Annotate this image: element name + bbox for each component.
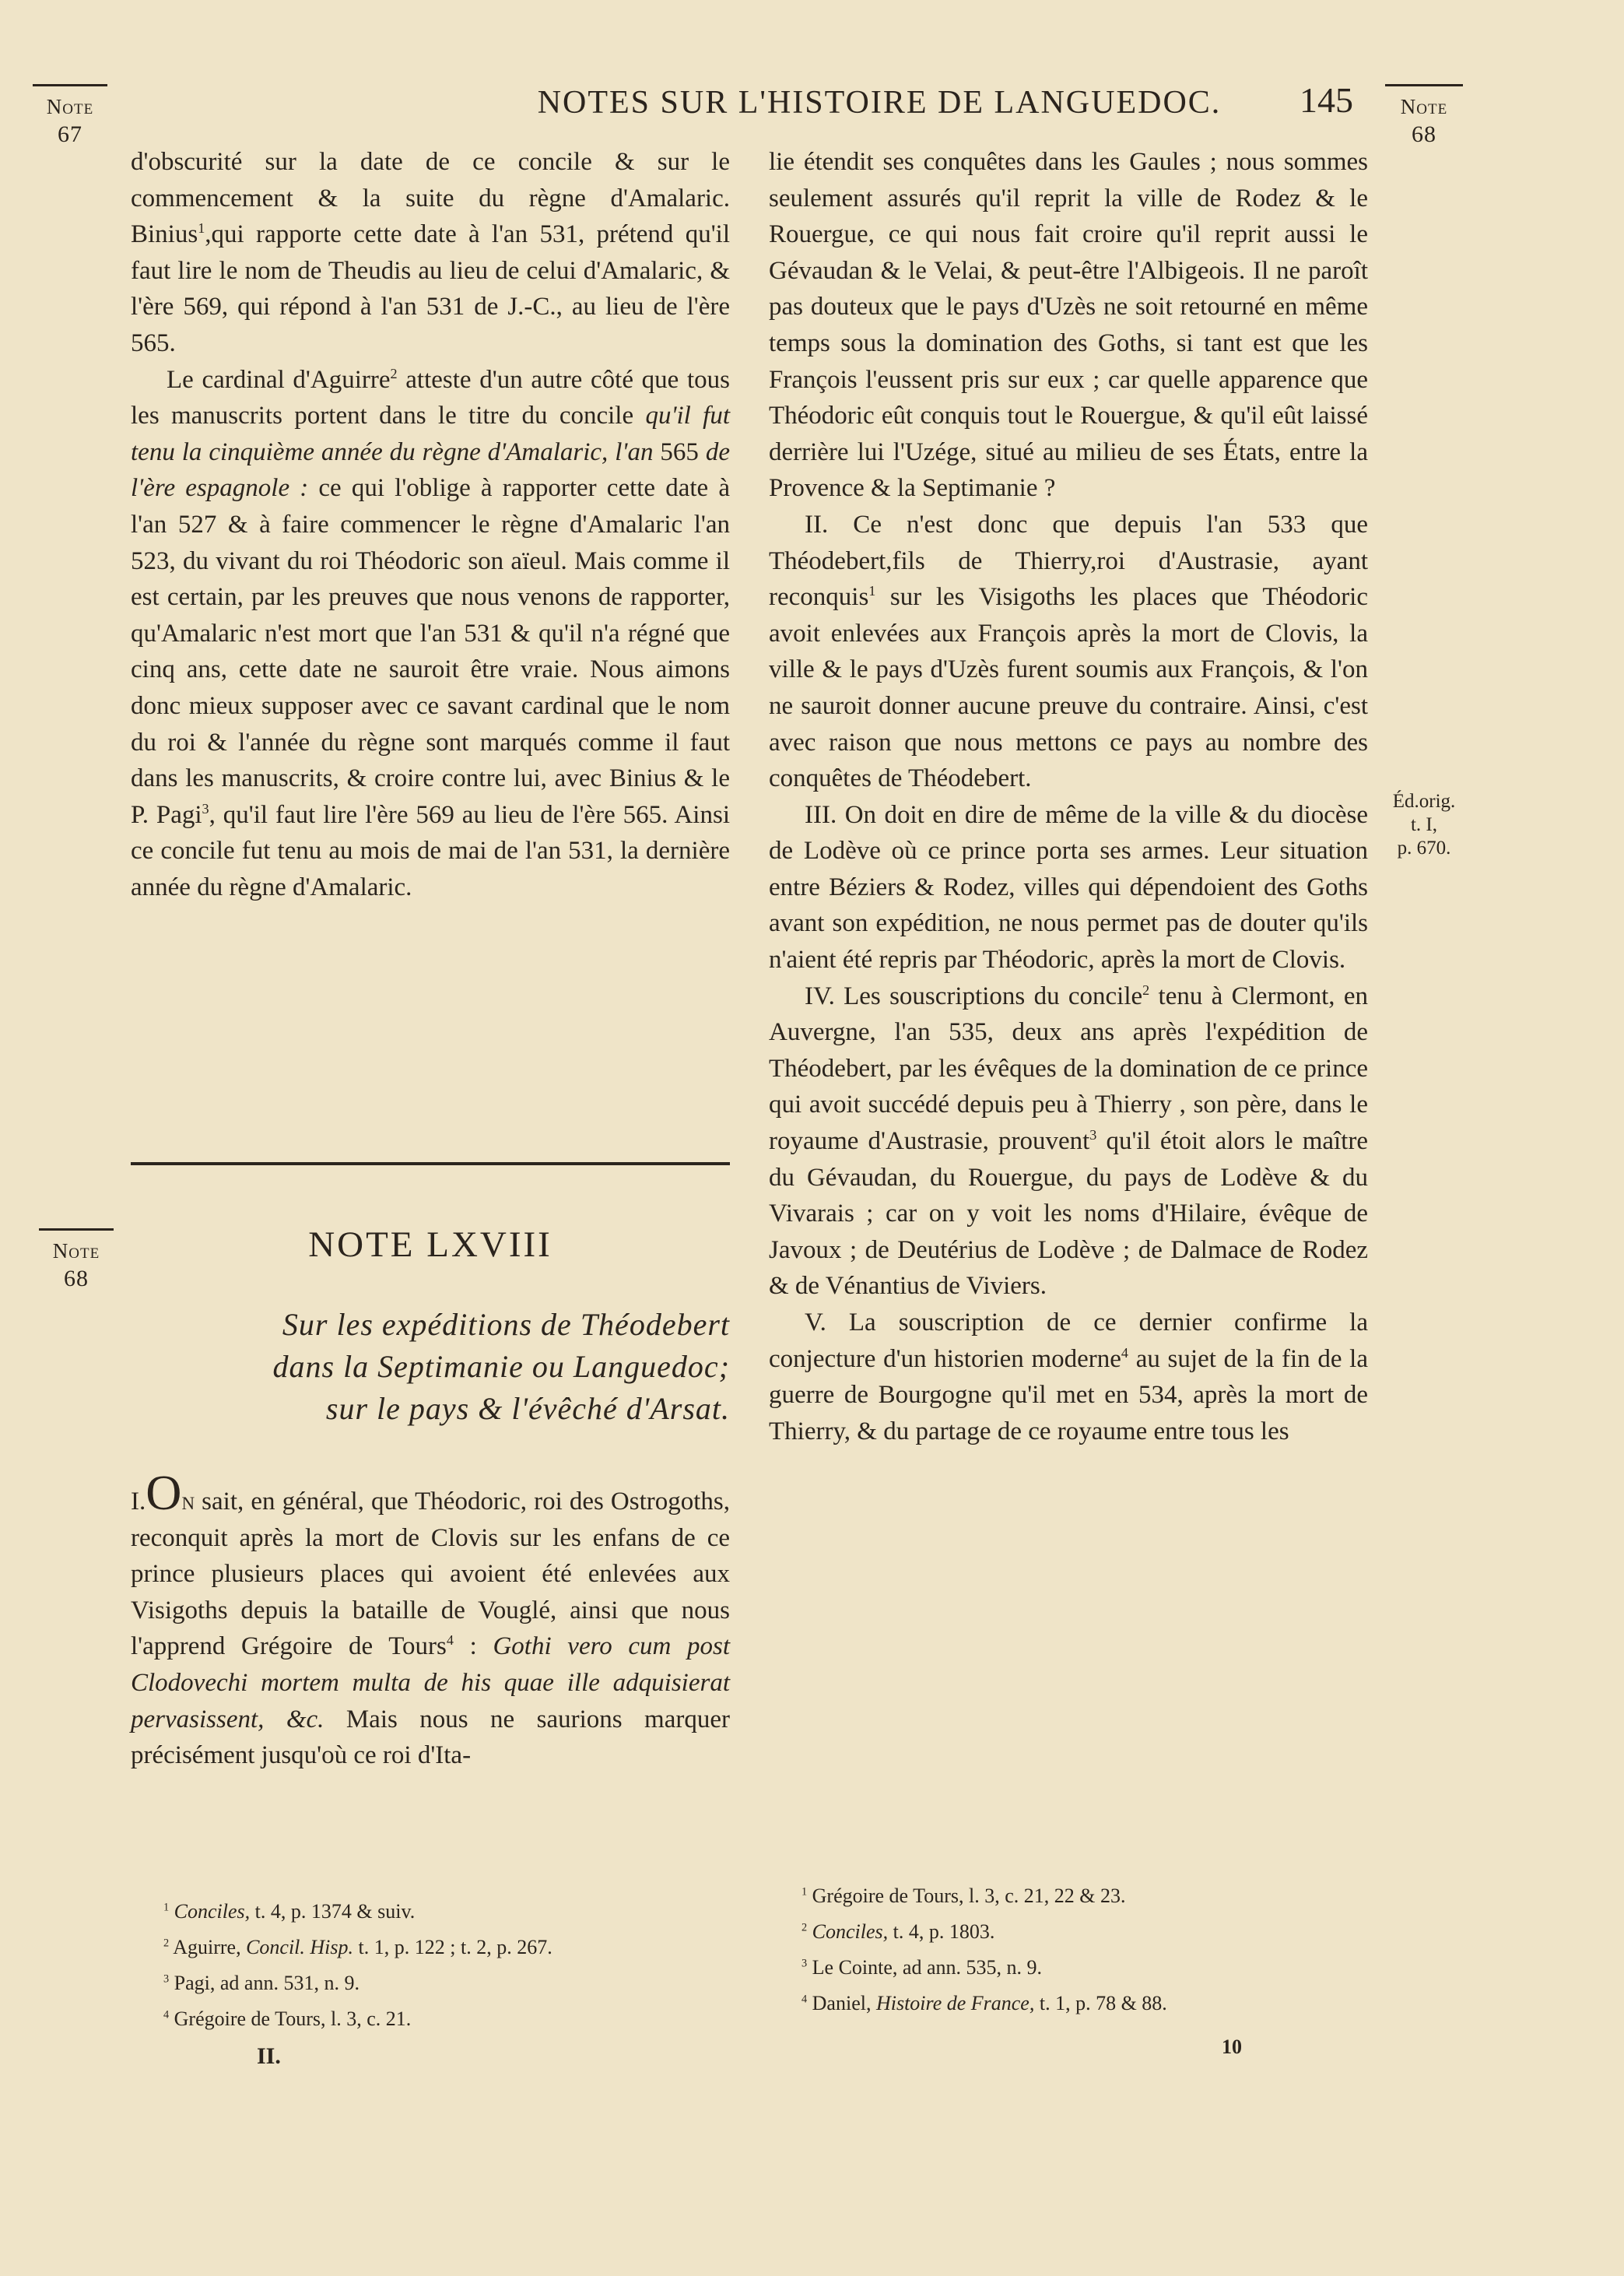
subtitle-line: dans la Septimanie ou Languedoc;	[272, 1349, 730, 1384]
page-number: 145	[1300, 80, 1353, 120]
volume-signature: II.	[257, 2043, 281, 2069]
note-subtitle	[131, 1304, 730, 1430]
margin-rule	[33, 84, 107, 86]
left-column-text	[131, 144, 730, 905]
ed-orig-page: p. 670.	[1397, 838, 1451, 859]
paragraph: II. Ce n'est donc que depuis l'an 533 que Théodebert,fils de Thierry,roi d'Austrasie, ayant reconquis$^1$ sur les Visigoths les places que Théodoric avoit enlevées aux François après la mort de Clovis, la ville & le pays d'Uzès furent soumis aux François, & l'on ne sauroit donner aucune preuve du contraire. Ainsi, c'est avec raison que nous mettons ce pays au nombre des conquêtes de Théodebert.	[769, 510, 1368, 793]
drop-cap: O	[146, 1465, 182, 1520]
paragraph: V. La souscription de ce dernier confirme la conjecture d'un historien moderne$^4$ au sujet de la fin de la guerre de Bourgogne qu'il met en 534, après la mort de Thierry, & du partage de ce royaume entre tous les	[769, 1308, 1368, 1445]
paragraph: I.On sait, en général, que Théodoric, roi des Ostrogoths, reconquit après la mort de Clovis sur les enfans de ce prince plusieurs places qui avoient été enlevées aux Visigoths depuis la bataille de Vouglé, ainsi que nous l'apprend Grégoire de Tours$^4$ : Gothi vero cum post Clodovechi mortem multa de his quae ille adquisierat pervasissent, &c. Mais nous ne saurions marquer précisément jusqu'où ce roi d'Ita-	[131, 1465, 731, 1770]
margin-note-number: 68	[1412, 121, 1436, 147]
footnotes-right	[801, 1878, 1377, 2021]
paragraph: IV. Les souscriptions du concile$^2$ tenu à Clermont, en Auvergne, l'an 535, deux ans après l'expédition de Théodebert, par les évêques de la domination de ce prince qui avoit succédé depuis peu à Thierry , son père, dans le royaume d'Austrasie, prouvent$^3$ qu'il étoit alors le maître du Gévaudan, du Rouergue, du pays de Lodève & du Vivarais ; car on y voit les noms d'Hilaire, évêque de Javoux ; de Deutérius de Lodève ; de Dalmace de Rodez & de Vénantius de Viviers.	[769, 982, 1369, 1301]
margin-note-label: Note	[52, 1239, 100, 1263]
paragraph: d'obscurité sur la date de ce concile & sur le commencement & la suite du règne d'Amalaric. Binius$^1$,qui rapporte cette date à l'an 531, prétend qu'il faut lire le nom de Theudis au lieu de celui d'Amalaric, & l'ère 569, qui répond à l'an 531 de J.-C., au lieu de l'ère 565.	[131, 148, 730, 357]
margin-note-number: 68	[64, 1266, 89, 1291]
margin-note-label: Note	[1400, 95, 1448, 118]
note-heading: NOTE LXVIII	[308, 1224, 552, 1265]
subtitle-line: Sur les expéditions de Théodebert	[282, 1307, 730, 1342]
sheet-number: 10	[1222, 2035, 1242, 2058]
subtitle-line: sur le pays & l'évêché d'Arsat.	[325, 1391, 730, 1426]
footnote: $^3$ Le Cointe, ad ann. 535, n. 9.	[801, 1956, 1042, 1979]
note-68-first-paragraph	[131, 1465, 731, 1774]
footnote: $^3$ Pagi, ad ann. 531, n. 9.	[163, 1972, 360, 1994]
footnote: $^1$ Grégoire de Tours, l. 3, c. 21, 22 & 23.	[801, 1884, 1126, 1907]
section-divider	[131, 1162, 730, 1165]
footnote: $^2$ Conciles, t. 4, p. 1803.	[801, 1920, 995, 1943]
paragraph: lie étendit ses conquêtes dans les Gaules ; nous sommes seulement assurés qu'il reprit la ville de Rodez & le Rouergue, ce qui nous fait croire qu'il reprit aussi le Gévaudan & le Velai, & peut-être l'Albigeois. Il ne paroît pas douteux que le pays d'Uzès ne soit retourné en même temps sous la domination des Goths, si tant est que les François l'eussent pris sur eux ; car quelle apparence que Théodoric eût conquis tout le Rouergue, & qu'il eût laissé derrière lui l'Uzége, situé au milieu de ses États, entre la Provence & la Septimanie ?	[769, 148, 1368, 503]
margin-note-label: Note	[46, 95, 94, 118]
footnote: $^4$ Grégoire de Tours, l. 3, c. 21.	[163, 2007, 412, 2030]
margin-rule	[39, 1228, 114, 1231]
margin-note-right-top	[1385, 84, 1463, 149]
running-title: NOTES SUR L'HISTOIRE DE LANGUEDOC.	[537, 85, 1222, 121]
ed-orig-label: Éd.orig.	[1392, 791, 1456, 812]
margin-rule	[1385, 84, 1463, 86]
margin-note-number: 67	[58, 121, 82, 147]
margin-note-left-section	[39, 1228, 114, 1293]
edition-original-ref	[1381, 790, 1467, 860]
footnote: $^1$ Conciles, t. 4, p. 1374 & suiv.	[163, 1900, 416, 1923]
margin-note-left-top	[33, 84, 107, 149]
paragraph: Le cardinal d'Aguirre$^2$ atteste d'un autre côté que tous les manuscrits portent dans le titre du concile qu'il fut tenu la cinquième année du règne d'Amalaric, l'an 565 de l'ère espagnole : ce qui l'oblige à rapporter cette date à l'an 527 & à faire commencer le règne d'Amalaric l'an 523, du vivant du roi Théodoric son aïeul. Mais comme il est certain, par les preuves que nous venons de rapporter, qu'Amalaric n'est mort que l'an 531 & qu'il n'a régné que cinq ans, cette date ne sauroit être vraie. Nous aimons donc mieux supposer avec ce savant cardinal que le nom du roi & l'année du règne sont marqués comme il faut dans les manuscrits, & croire contre lui, avec Binius & le P. Pagi$^3$, qu'il faut lire l'ère 569 au lieu de l'ère 565. Ainsi ce concile fut tenu au mois de mai de l'an 531, la dernière année du règne d'Amalaric.	[131, 365, 731, 901]
footnotes-left	[163, 1894, 739, 2037]
footnote: $^2$ Aguirre, Concil. Hisp. t. 1, p. 122 ; t. 2, p. 267.	[163, 1936, 552, 1958]
ed-orig-tome: t. I,	[1410, 814, 1438, 835]
footnote: $^4$ Daniel, Histoire de France, t. 1, p. 78 & 88.	[801, 1992, 1167, 2014]
paragraph-number: I.	[131, 1487, 146, 1516]
paragraph: III. On doit en dire de même de la ville & du diocèse de Lodève où ce prince porta ses armes. Leur situation entre Béziers & Rodez, villes qui dépendoient des Goths avant son expédition, ne nous permet pas de douter qu'ils n'aient été repris par Théodoric, après la mort de Clovis.	[769, 800, 1368, 975]
right-column-text	[769, 144, 1368, 1449]
